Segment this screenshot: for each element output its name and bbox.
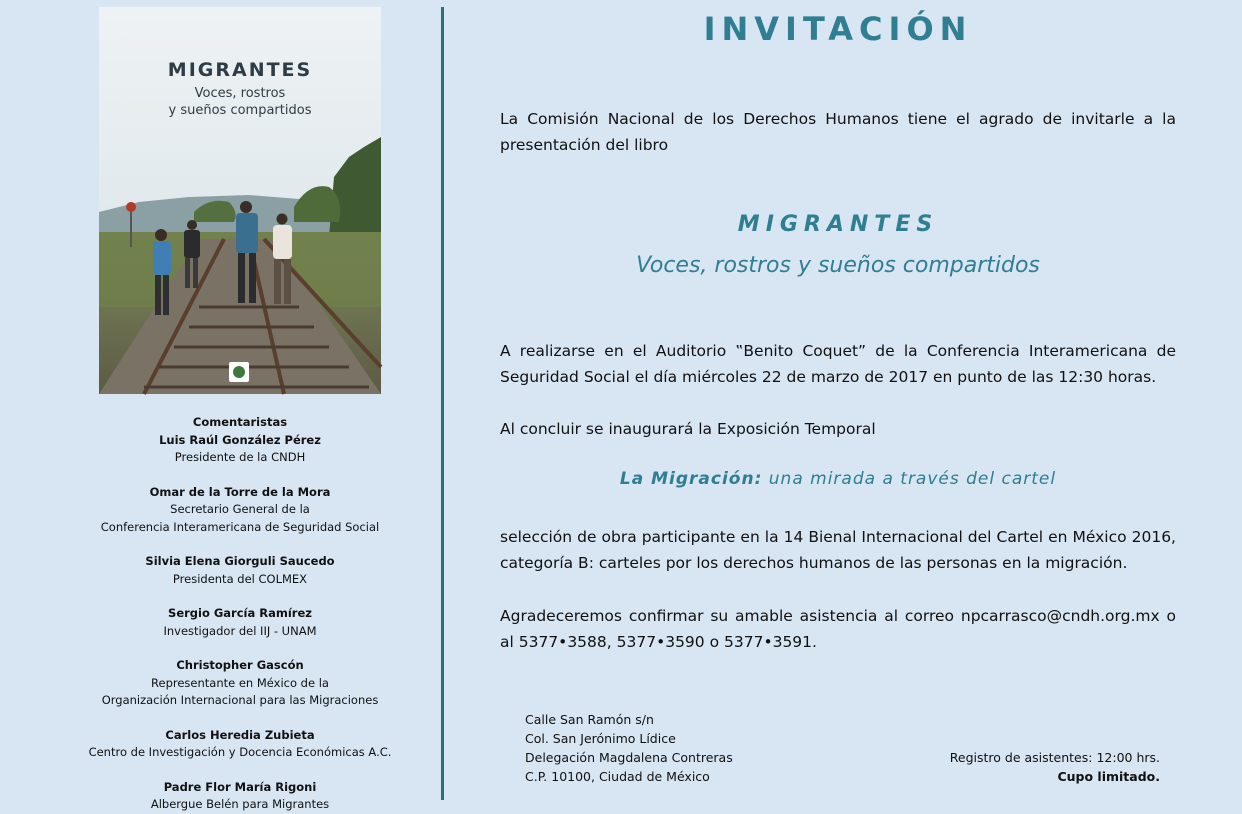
venue-paragraph: A realizarse en el Auditorio ‟Benito Coquet” de la Conferencia Interamericana de Seguridad Social el día miércoles 22 de marzo de 2017 en punto de las 12:30 horas. (500, 342, 1176, 386)
address-block (525, 710, 733, 786)
exhibition-title-bold: La Migración: (619, 469, 763, 489)
address-line: Col. San Jerónimo Lídice (525, 731, 676, 746)
rsvp-paragraph: Agradeceremos confirmar su amable asistencia al correo npcarrasco@cndh.org.mx o al 5377•3588, 5377•3590 o 5377•3591. (500, 607, 1176, 651)
commentator-name: Sergio García Ramírez (168, 606, 312, 620)
commentator-block (70, 605, 410, 640)
commentator-role: Conferencia Interamericana de Seguridad Social (100, 519, 380, 534)
commentator-role: Albergue Belén para Migrantes (150, 797, 330, 811)
commentator-role: Representante en México de la (151, 675, 329, 690)
registration-note (950, 748, 1160, 786)
commentator-role: Secretario General de la (170, 502, 310, 516)
invitation-title: INVITACIÓN (703, 10, 973, 48)
commentator-name: Silvia Elena Giorguli Saucedo (145, 554, 335, 568)
commentator-role: Centro de Investigación y Docencia Económicas A.C. (88, 745, 392, 759)
commentator-block (70, 657, 410, 710)
invitation-column (500, 0, 1176, 800)
cover-subtitle-line2: y sueños compartidos (168, 103, 312, 118)
commentator-block (70, 414, 410, 467)
address-line: Delegación Magdalena Contreras (525, 750, 733, 765)
commentator-name: Christopher Gascón (176, 658, 304, 672)
commentator-block (70, 484, 410, 537)
commentator-role: Presidenta del COLMEX (172, 571, 308, 586)
selection-paragraph: selección de obra participante en la 14 Bienal Internacional del Cartel en México 2016, categoría B: carteles por los derechos humanos de las personas en la migración. (500, 528, 1176, 572)
commentator-role: Presidente de la CNDH (174, 450, 306, 464)
cover-title: MIGRANTES (167, 59, 313, 81)
vertical-divider (441, 7, 444, 800)
commentator-role: Investigador del IIJ - UNAM (163, 623, 317, 638)
commentator-name: Omar de la Torre de la Mora (149, 484, 331, 499)
commentators-list (70, 414, 410, 814)
commentators-heading: Comentaristas (192, 415, 288, 429)
commentator-name: Padre Flor María Rigoni (163, 779, 317, 794)
registration-time: Registro de asistentes: 12:00 hrs. (949, 750, 1160, 765)
left-column (0, 0, 440, 811)
book-cover-image (99, 7, 381, 394)
commentator-block (70, 779, 410, 814)
commentator-role: Organización Internacional para las Migraciones (101, 693, 379, 707)
commentator-block (70, 727, 410, 762)
commentator-block (70, 553, 410, 588)
address-line: C.P. 10100, Ciudad de México (525, 769, 710, 784)
cover-subtitle (99, 85, 381, 119)
book-title: MIGRANTES (737, 212, 939, 237)
intro-paragraph: La Comisión Nacional de los Derechos Humanos tiene el agrado de invitarle a la presentación del libro (500, 110, 1176, 154)
cover-subtitle-line1: Voces, rostros (194, 86, 286, 101)
limited-capacity-note: Cupo limitado. (1057, 769, 1160, 784)
address-line: Calle San Ramón s/n (525, 712, 654, 727)
book-subtitle: Voces, rostros y sueños compartidos (636, 253, 1040, 278)
exhibition-title (500, 469, 1176, 489)
closing-paragraph: Al concluir se inaugurará la Exposición Temporal (500, 420, 876, 438)
commentator-name: Carlos Heredia Zubieta (165, 727, 315, 742)
exhibition-title-rest: una mirada a través del cartel (762, 469, 1057, 489)
commentator-name: Luis Raúl González Pérez (159, 432, 321, 447)
